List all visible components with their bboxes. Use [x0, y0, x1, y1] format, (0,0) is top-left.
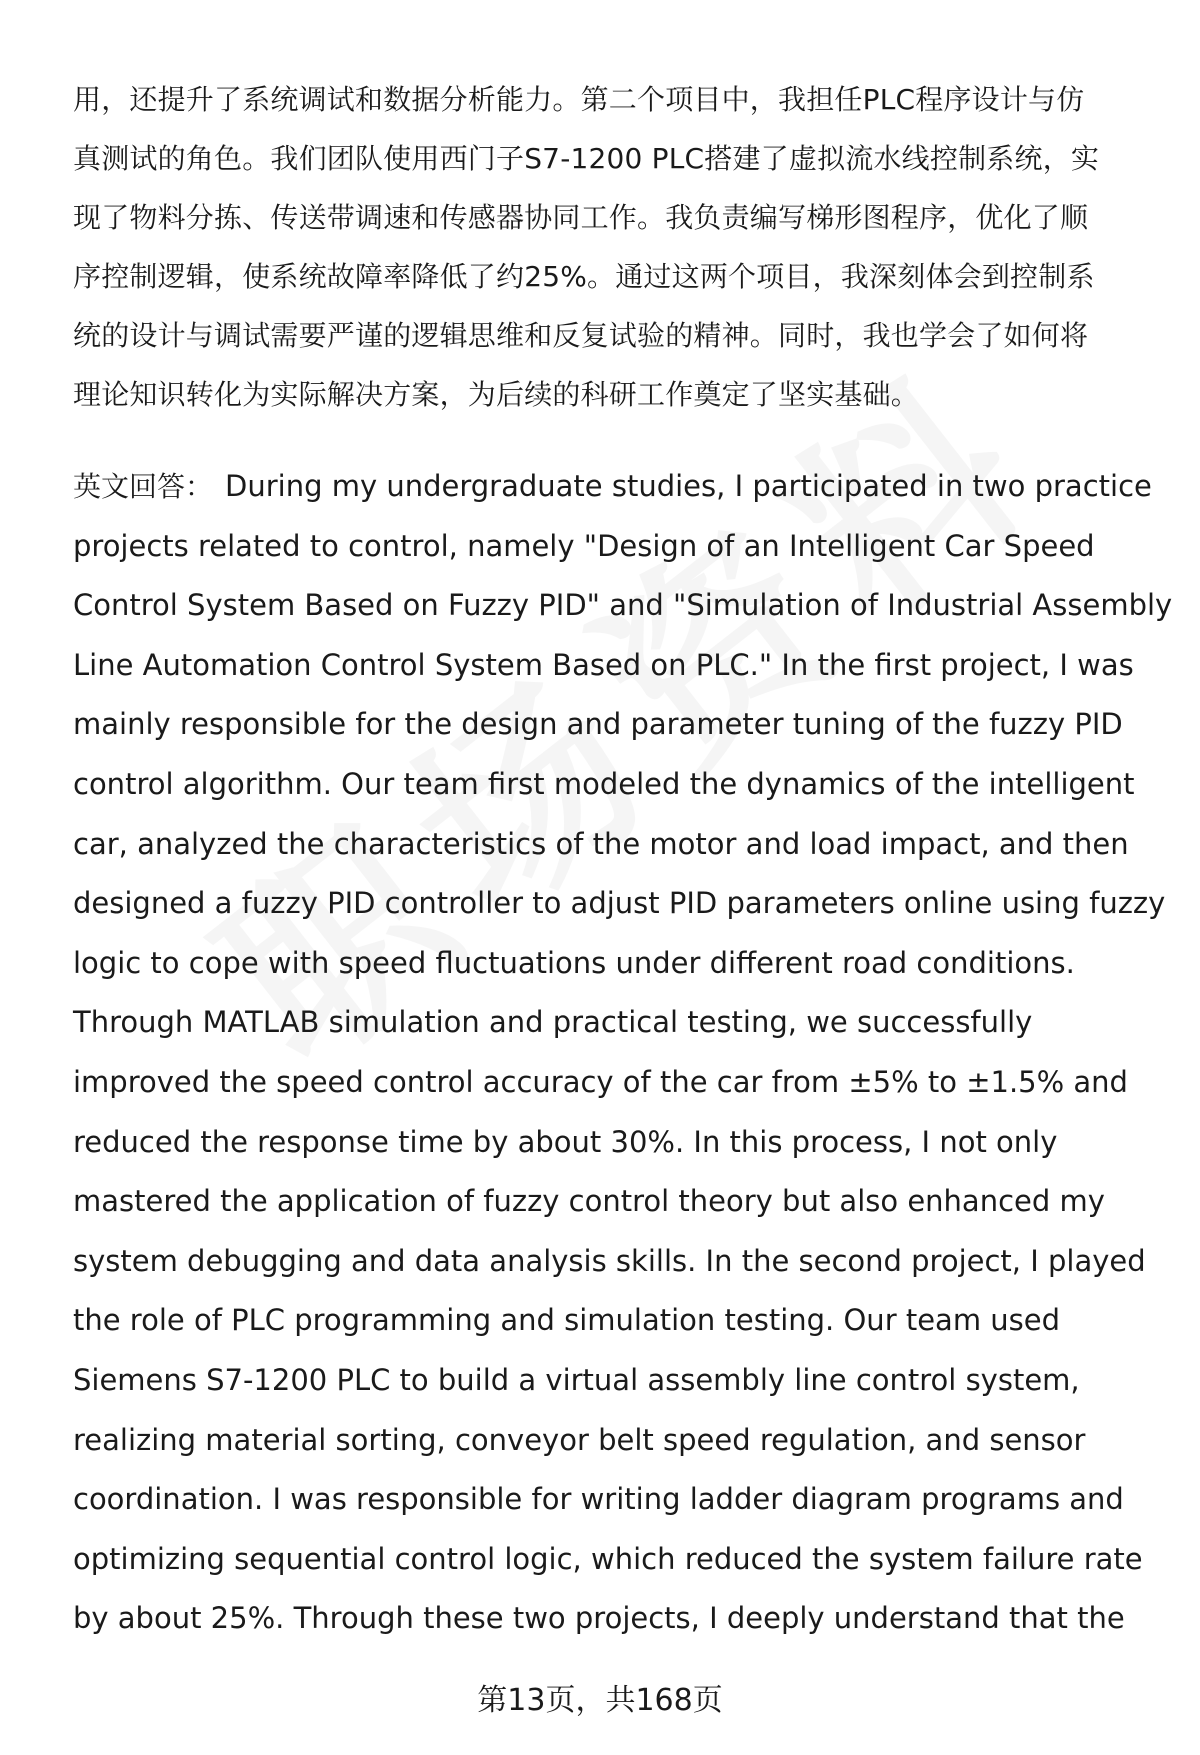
- english-text-line: mastered the application of fuzzy control theory but also enhanced my: [73, 1184, 1105, 1219]
- english-text-line: system debugging and data analysis skills. In the second project, I played: [73, 1243, 1146, 1278]
- english-answer-label: 英文回答：: [73, 470, 214, 503]
- english-text-line: the role of PLC programming and simulation testing. Our team used: [73, 1303, 1061, 1338]
- english-text-line: realizing material sorting, conveyor belt speed regulation, and sensor: [73, 1422, 1086, 1457]
- english-text-line: car, analyzed the characteristics of the motor and load impact, and then: [73, 826, 1129, 861]
- english-text-line: mainly responsible for the design and parameter tuning of the fuzzy PID: [73, 707, 1123, 742]
- english-text-line: Line Automation Control System Based on PLC." In the first project, I was: [73, 647, 1134, 682]
- chinese-text-line: 序控制逻辑，使系统故障率降低了约25%。通过这两个项目，我深刻体会到控制系: [73, 260, 1095, 293]
- english-answer-paragraph: [73, 457, 1173, 1649]
- chinese-answer-paragraph: [73, 70, 1158, 424]
- chinese-text-line: 现了物料分拣、传送带调速和传感器协同工作。我负责编写梯形图程序，优化了顺: [73, 201, 1089, 234]
- chinese-text-line: 理论知识转化为实际解决方案，为后续的科研工作奠定了坚实基础。: [73, 378, 920, 411]
- english-text-line: Control System Based on Fuzzy PID" and "Simulation of Industrial Assembly: [73, 588, 1173, 623]
- chinese-text-line: 真测试的角色。我们团队使用西门子S7-1200 PLC搭建了虚拟流水线控制系统，实: [73, 142, 1100, 175]
- english-text-line: coordination. I was responsible for writing ladder diagram programs and: [73, 1482, 1124, 1517]
- english-text-line: [73, 457, 1158, 517]
- english-text-line: Siemens S7-1200 PLC to build a virtual assembly line control system,: [73, 1362, 1080, 1397]
- english-text-line: optimizing sequential control logic, which reduced the system failure rate: [73, 1541, 1143, 1576]
- english-text-line: designed a fuzzy PID controller to adjust PID parameters online using fuzzy: [73, 886, 1166, 921]
- english-text-line: control algorithm. Our team first modeled the dynamics of the intelligent: [73, 766, 1135, 801]
- chinese-text-line: 用，还提升了系统调试和数据分析能力。第二个项目中，我担任PLC程序设计与仿: [73, 83, 1085, 116]
- english-text-line: Through MATLAB simulation and practical testing, we successfully: [73, 1005, 1033, 1040]
- english-text-line: by about 25%. Through these two projects, I deeply understand that the: [73, 1601, 1125, 1636]
- chinese-text-line: 统的设计与调试需要严谨的逻辑思维和反复试验的精神。同时，我也学会了如何将: [73, 319, 1089, 352]
- english-text-line-content: During my undergraduate studies, I participated in two practice: [225, 469, 1152, 503]
- english-text-line: reduced the response time by about 30%. In this process, I not only: [73, 1124, 1058, 1159]
- page-number-footer: 第13页，共168页: [477, 1683, 723, 1718]
- english-text-line: projects related to control, namely "Design of an Intelligent Car Speed: [73, 528, 1095, 563]
- english-text-line: improved the speed control accuracy of the car from ±5% to ±1.5% and: [73, 1064, 1128, 1099]
- english-text-line: logic to cope with speed fluctuations under different road conditions.: [73, 945, 1075, 980]
